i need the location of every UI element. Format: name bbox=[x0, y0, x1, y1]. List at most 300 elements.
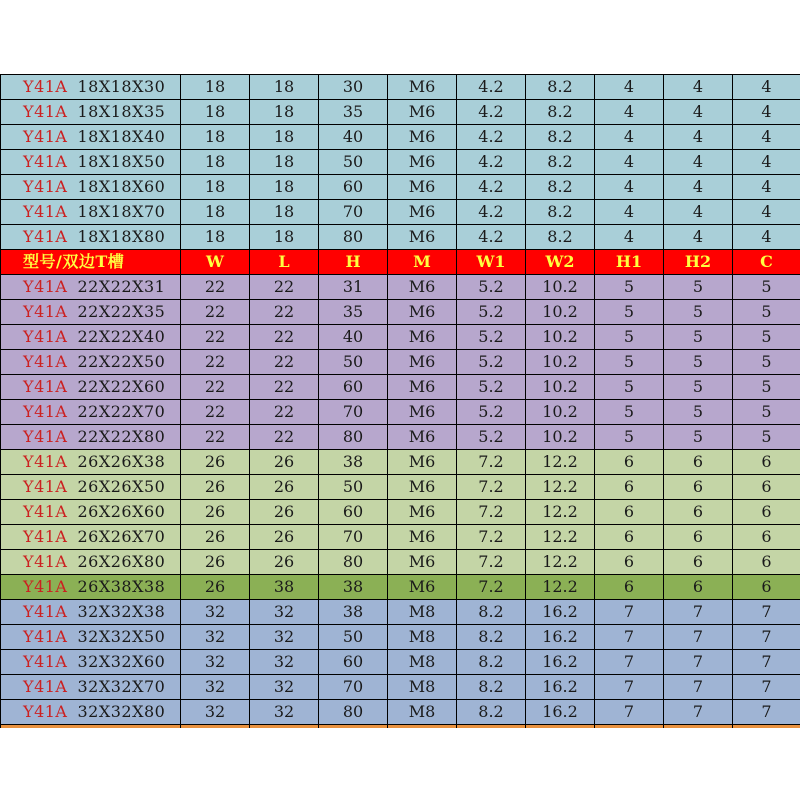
cell-c[interactable]: 7 bbox=[733, 675, 800, 700]
cell-h[interactable]: 70 bbox=[319, 675, 388, 700]
cell-h1[interactable]: 6 bbox=[595, 525, 664, 550]
cell-m[interactable]: M6 bbox=[388, 400, 457, 425]
cell-l[interactable]: 32 bbox=[250, 625, 319, 650]
cell-l[interactable]: 26 bbox=[250, 550, 319, 575]
cell-w[interactable]: 22 bbox=[181, 325, 250, 350]
cell-w[interactable]: 26 bbox=[181, 550, 250, 575]
cell-h2[interactable]: 6 bbox=[664, 450, 733, 475]
cell-l[interactable]: 18 bbox=[250, 200, 319, 225]
cell-w1[interactable]: 7.2 bbox=[457, 575, 526, 600]
cell-h[interactable]: 35 bbox=[319, 300, 388, 325]
cell-l[interactable]: 32 bbox=[250, 700, 319, 725]
cell-l[interactable]: 26 bbox=[250, 500, 319, 525]
cell-h2[interactable]: 6 bbox=[664, 525, 733, 550]
cell-h[interactable]: 80 bbox=[319, 700, 388, 725]
cell-l[interactable]: 22 bbox=[250, 350, 319, 375]
cell-h[interactable]: 80 bbox=[319, 425, 388, 450]
cell-l[interactable]: 26 bbox=[250, 475, 319, 500]
cell-c[interactable]: 5 bbox=[733, 400, 800, 425]
cell-w[interactable]: 26 bbox=[181, 475, 250, 500]
cell-c[interactable]: 7 bbox=[733, 600, 800, 625]
cell-w[interactable]: 32 bbox=[181, 650, 250, 675]
cell-w2[interactable]: 12.2 bbox=[526, 575, 595, 600]
cell-w1[interactable]: 8.2 bbox=[457, 650, 526, 675]
model-cell[interactable] bbox=[1, 175, 181, 200]
model-cell[interactable] bbox=[1, 450, 181, 475]
cell-c[interactable]: 5 bbox=[733, 350, 800, 375]
cell-m[interactable]: M8 bbox=[388, 700, 457, 725]
cell-w1[interactable]: 5.2 bbox=[457, 325, 526, 350]
model-code: Y41A bbox=[23, 602, 68, 621]
cell-l[interactable]: 26 bbox=[250, 525, 319, 550]
table-row bbox=[1, 500, 800, 525]
cell-m[interactable]: M8 bbox=[388, 650, 457, 675]
model-cell[interactable] bbox=[1, 325, 181, 350]
model-code: Y41A bbox=[23, 577, 68, 596]
cell-w[interactable]: 18 bbox=[181, 200, 250, 225]
header-model-label[interactable]: 型号/双边T槽 bbox=[1, 250, 181, 275]
cell-h1[interactable]: 6 bbox=[595, 500, 664, 525]
cell-w1[interactable]: 4.2 bbox=[457, 150, 526, 175]
cell-h1[interactable]: 4 bbox=[595, 125, 664, 150]
model-code: Y41A bbox=[23, 102, 68, 121]
cell-h2[interactable]: 5 bbox=[664, 275, 733, 300]
cell-h1[interactable]: 4 bbox=[595, 175, 664, 200]
cell-l[interactable]: 32 bbox=[250, 675, 319, 700]
cell-h2[interactable]: 5 bbox=[664, 425, 733, 450]
cell-h[interactable]: 60 bbox=[319, 650, 388, 675]
model-size: 26X26X50 bbox=[77, 477, 166, 496]
cell-c[interactable]: 6 bbox=[733, 575, 800, 600]
cell-w[interactable]: 22 bbox=[181, 300, 250, 325]
model-cell[interactable] bbox=[1, 400, 181, 425]
cell-h2[interactable]: 6 bbox=[664, 475, 733, 500]
cell-h2[interactable]: 6 bbox=[664, 575, 733, 600]
table-row bbox=[1, 375, 800, 400]
cell-h[interactable]: 30 bbox=[319, 75, 388, 100]
cell-w[interactable]: 26 bbox=[181, 500, 250, 525]
cell-h[interactable]: 50 bbox=[319, 475, 388, 500]
table-row bbox=[1, 625, 800, 650]
model-cell[interactable] bbox=[1, 525, 181, 550]
model-code: Y41A bbox=[23, 702, 68, 721]
cell-w[interactable]: 18 bbox=[181, 100, 250, 125]
cell-h1[interactable]: 7 bbox=[595, 700, 664, 725]
model-cell[interactable] bbox=[1, 125, 181, 150]
cell-w2[interactable]: 10.2 bbox=[526, 375, 595, 400]
cell-m[interactable]: M8 bbox=[388, 600, 457, 625]
cell-w1[interactable]: 4.2 bbox=[457, 175, 526, 200]
model-cell[interactable] bbox=[1, 225, 181, 250]
cell-c[interactable]: 4 bbox=[733, 125, 800, 150]
cell-c[interactable]: 5 bbox=[733, 300, 800, 325]
cell-w[interactable]: 26 bbox=[181, 575, 250, 600]
cell-w1[interactable]: 4.2 bbox=[457, 225, 526, 250]
cell-w1[interactable]: 7.2 bbox=[457, 525, 526, 550]
cell-h1[interactable]: 5 bbox=[595, 400, 664, 425]
cell-w1[interactable]: 7.2 bbox=[457, 475, 526, 500]
cell-w1[interactable]: 4.2 bbox=[457, 200, 526, 225]
cell-w[interactable]: 18 bbox=[181, 125, 250, 150]
table-row bbox=[1, 325, 800, 350]
table-row bbox=[1, 425, 800, 450]
cell-c[interactable]: 4 bbox=[733, 225, 800, 250]
model-size: 32X32X80 bbox=[77, 702, 166, 721]
cell-m[interactable]: M6 bbox=[388, 150, 457, 175]
model-code: Y41A bbox=[23, 402, 68, 421]
cell-h2[interactable]: 7 bbox=[664, 650, 733, 675]
cell-w[interactable]: 22 bbox=[181, 350, 250, 375]
table-row bbox=[1, 525, 800, 550]
cell-w2[interactable]: 12.2 bbox=[526, 450, 595, 475]
cell-m[interactable]: M6 bbox=[388, 475, 457, 500]
cell-h[interactable]: 50 bbox=[319, 625, 388, 650]
cell-h[interactable]: 50 bbox=[319, 350, 388, 375]
cell-m[interactable]: M6 bbox=[388, 200, 457, 225]
cell-w[interactable]: 32 bbox=[181, 600, 250, 625]
model-cell[interactable] bbox=[1, 550, 181, 575]
cell-h[interactable]: 70 bbox=[319, 525, 388, 550]
table-row bbox=[1, 125, 800, 150]
cell-h2[interactable]: 6 bbox=[664, 550, 733, 575]
model-cell[interactable] bbox=[1, 75, 181, 100]
cell-w1[interactable]: 5.2 bbox=[457, 375, 526, 400]
cell-h1[interactable]: 7 bbox=[595, 650, 664, 675]
cell-h1[interactable]: 5 bbox=[595, 325, 664, 350]
cell-w2[interactable]: 8.2 bbox=[526, 100, 595, 125]
cell-w1[interactable]: 4.2 bbox=[457, 125, 526, 150]
model-size: 18X18X30 bbox=[77, 77, 166, 96]
cell-w1[interactable]: 5.2 bbox=[457, 400, 526, 425]
cell-l[interactable]: 22 bbox=[250, 300, 319, 325]
model-code: Y41A bbox=[23, 502, 68, 521]
cell-h2[interactable]: 4 bbox=[664, 75, 733, 100]
cell-l[interactable]: 22 bbox=[250, 325, 319, 350]
cell-w2[interactable]: 8.2 bbox=[526, 150, 595, 175]
column-header-w1[interactable]: W1 bbox=[457, 250, 526, 275]
cell-h2[interactable]: 4 bbox=[664, 125, 733, 150]
cell-h[interactable]: 35 bbox=[319, 100, 388, 125]
cell-l[interactable]: 22 bbox=[250, 400, 319, 425]
cell-h2[interactable]: 5 bbox=[664, 300, 733, 325]
cell-l[interactable]: 18 bbox=[250, 175, 319, 200]
cell-m[interactable]: M6 bbox=[388, 525, 457, 550]
model-code: Y41A bbox=[23, 152, 68, 171]
cell-m[interactable]: M6 bbox=[388, 100, 457, 125]
cell-h1[interactable]: 7 bbox=[595, 600, 664, 625]
cell-w2[interactable]: 16.2 bbox=[526, 625, 595, 650]
cell-h1[interactable]: 4 bbox=[595, 75, 664, 100]
cell-w[interactable]: 22 bbox=[181, 275, 250, 300]
cell-h[interactable]: 60 bbox=[319, 500, 388, 525]
column-header-m[interactable]: M bbox=[388, 250, 457, 275]
table-row bbox=[1, 200, 800, 225]
cell-w2[interactable]: 16.2 bbox=[526, 675, 595, 700]
cell-w2[interactable]: 10.2 bbox=[526, 300, 595, 325]
cell-c[interactable]: 5 bbox=[733, 425, 800, 450]
cell-w[interactable]: 18 bbox=[181, 175, 250, 200]
cell-w[interactable]: 26 bbox=[181, 450, 250, 475]
cell-h[interactable]: 60 bbox=[319, 175, 388, 200]
cell-w2[interactable]: 10.2 bbox=[526, 400, 595, 425]
cell-w1[interactable]: 8.2 bbox=[457, 600, 526, 625]
cell-w1[interactable]: 5.2 bbox=[457, 350, 526, 375]
cell-c[interactable]: 5 bbox=[733, 325, 800, 350]
cell-l[interactable]: 18 bbox=[250, 100, 319, 125]
column-header-h1[interactable]: H1 bbox=[595, 250, 664, 275]
cell-h2[interactable]: 5 bbox=[664, 325, 733, 350]
table-row bbox=[1, 700, 800, 725]
cell-w2[interactable]: 16.2 bbox=[526, 650, 595, 675]
cell-h1[interactable]: 6 bbox=[595, 550, 664, 575]
cell-h2[interactable]: 5 bbox=[664, 350, 733, 375]
cell-l[interactable]: 18 bbox=[250, 225, 319, 250]
column-header-h[interactable]: H bbox=[319, 250, 388, 275]
cell-w[interactable]: 26 bbox=[181, 525, 250, 550]
cell-m[interactable]: M6 bbox=[388, 550, 457, 575]
cell-m[interactable]: M6 bbox=[388, 275, 457, 300]
cell-c[interactable]: 4 bbox=[733, 75, 800, 100]
cell-w2[interactable]: 12.2 bbox=[526, 525, 595, 550]
model-cell[interactable] bbox=[1, 500, 181, 525]
cell-m[interactable]: M6 bbox=[388, 300, 457, 325]
cell-h2[interactable]: 4 bbox=[664, 225, 733, 250]
cell-h2[interactable]: 5 bbox=[664, 400, 733, 425]
cell-m[interactable]: M6 bbox=[388, 500, 457, 525]
cell-h1[interactable]: 5 bbox=[595, 275, 664, 300]
cell-h[interactable]: 70 bbox=[319, 400, 388, 425]
model-cell[interactable] bbox=[1, 375, 181, 400]
cell-c[interactable]: 4 bbox=[733, 175, 800, 200]
model-size: 18X18X80 bbox=[77, 227, 166, 246]
table-row bbox=[1, 100, 800, 125]
cell-w2[interactable]: 8.2 bbox=[526, 75, 595, 100]
model-size: 18X18X35 bbox=[77, 102, 166, 121]
cell-h1[interactable]: 5 bbox=[595, 425, 664, 450]
model-size: 22X22X35 bbox=[77, 302, 166, 321]
cell-h1[interactable]: 5 bbox=[595, 375, 664, 400]
cell-c[interactable]: 7 bbox=[733, 625, 800, 650]
cell-w2[interactable]: 8.2 bbox=[526, 225, 595, 250]
cell-w1[interactable]: 5.2 bbox=[457, 275, 526, 300]
model-cell[interactable] bbox=[1, 100, 181, 125]
cell-w1[interactable]: 4.2 bbox=[457, 75, 526, 100]
cell-w[interactable]: 22 bbox=[181, 400, 250, 425]
column-header-h2[interactable]: H2 bbox=[664, 250, 733, 275]
model-cell[interactable] bbox=[1, 350, 181, 375]
model-code: Y41A bbox=[23, 452, 68, 471]
cell-w[interactable]: 22 bbox=[181, 375, 250, 400]
model-cell[interactable] bbox=[1, 675, 181, 700]
cell-m[interactable]: M6 bbox=[388, 325, 457, 350]
cell-h2[interactable]: 5 bbox=[664, 375, 733, 400]
cell-m[interactable]: M6 bbox=[388, 350, 457, 375]
cell-h1[interactable]: 4 bbox=[595, 100, 664, 125]
cell-h[interactable]: 31 bbox=[319, 275, 388, 300]
cell-h2[interactable]: 4 bbox=[664, 150, 733, 175]
cell-w[interactable]: 18 bbox=[181, 75, 250, 100]
cell-h1[interactable]: 4 bbox=[595, 150, 664, 175]
cell-h2[interactable]: 4 bbox=[664, 175, 733, 200]
cell-h1[interactable]: 5 bbox=[595, 350, 664, 375]
cell-w2[interactable]: 8.2 bbox=[526, 200, 595, 225]
cell-l[interactable]: 22 bbox=[250, 275, 319, 300]
cell-c[interactable]: 6 bbox=[733, 500, 800, 525]
model-size: 26X26X38 bbox=[77, 452, 166, 471]
cell-l[interactable]: 18 bbox=[250, 125, 319, 150]
cell-h2[interactable]: 4 bbox=[664, 200, 733, 225]
cell-h2[interactable]: 7 bbox=[664, 700, 733, 725]
model-code: Y41A bbox=[23, 277, 68, 296]
cell-h1[interactable]: 6 bbox=[595, 475, 664, 500]
cell-l[interactable]: 18 bbox=[250, 75, 319, 100]
cell-c[interactable]: 6 bbox=[733, 475, 800, 500]
cell-w2[interactable]: 10.2 bbox=[526, 325, 595, 350]
model-size: 22X22X31 bbox=[77, 277, 166, 296]
cell-w[interactable]: 32 bbox=[181, 675, 250, 700]
model-cell[interactable] bbox=[1, 425, 181, 450]
cell-l[interactable]: 22 bbox=[250, 375, 319, 400]
model-cell[interactable] bbox=[1, 650, 181, 675]
cell-c[interactable]: 6 bbox=[733, 525, 800, 550]
cell-w[interactable]: 32 bbox=[181, 700, 250, 725]
cell-w2[interactable]: 8.2 bbox=[526, 125, 595, 150]
cell-h1[interactable]: 6 bbox=[595, 450, 664, 475]
cell-l[interactable]: 18 bbox=[250, 150, 319, 175]
cell-h2[interactable]: 7 bbox=[664, 675, 733, 700]
model-code: Y41A bbox=[23, 427, 68, 446]
model-cell[interactable] bbox=[1, 575, 181, 600]
model-cell[interactable] bbox=[1, 700, 181, 725]
cell-h2[interactable]: 7 bbox=[664, 600, 733, 625]
cell-l[interactable]: 22 bbox=[250, 425, 319, 450]
cell-w2[interactable]: 16.2 bbox=[526, 600, 595, 625]
model-cell[interactable] bbox=[1, 200, 181, 225]
cell-w[interactable]: 18 bbox=[181, 150, 250, 175]
cell-w2[interactable]: 12.2 bbox=[526, 500, 595, 525]
cell-h1[interactable]: 4 bbox=[595, 225, 664, 250]
cell-h2[interactable]: 4 bbox=[664, 100, 733, 125]
cell-c[interactable]: 6 bbox=[733, 450, 800, 475]
cell-c[interactable]: 4 bbox=[733, 150, 800, 175]
model-code: Y41A bbox=[23, 302, 68, 321]
cell-w[interactable]: 22 bbox=[181, 425, 250, 450]
table-row bbox=[1, 400, 800, 425]
column-header-w[interactable]: W bbox=[181, 250, 250, 275]
cell-h[interactable]: 80 bbox=[319, 550, 388, 575]
cell-h[interactable]: 38 bbox=[319, 450, 388, 475]
cell-h[interactable]: 80 bbox=[319, 225, 388, 250]
table-row bbox=[1, 475, 800, 500]
cell-l[interactable]: 32 bbox=[250, 650, 319, 675]
model-cell[interactable] bbox=[1, 625, 181, 650]
model-code: Y41A bbox=[23, 677, 68, 696]
cell-w2[interactable]: 8.2 bbox=[526, 175, 595, 200]
cell-m[interactable]: M6 bbox=[388, 225, 457, 250]
model-code: Y41A bbox=[23, 352, 68, 371]
cell-w2[interactable]: 12.2 bbox=[526, 475, 595, 500]
cell-h[interactable]: 38 bbox=[319, 600, 388, 625]
cell-m[interactable]: M6 bbox=[388, 575, 457, 600]
column-header-w2[interactable]: W2 bbox=[526, 250, 595, 275]
cell-l[interactable]: 32 bbox=[250, 600, 319, 625]
cell-m[interactable]: M8 bbox=[388, 625, 457, 650]
cell-w2[interactable]: 10.2 bbox=[526, 275, 595, 300]
cell-h[interactable]: 40 bbox=[319, 325, 388, 350]
cell-h[interactable]: 70 bbox=[319, 200, 388, 225]
model-code: Y41A bbox=[23, 552, 68, 571]
cell-l[interactable]: 38 bbox=[250, 575, 319, 600]
cell-m[interactable]: M8 bbox=[388, 675, 457, 700]
cell-c[interactable]: 4 bbox=[733, 200, 800, 225]
model-size: 32X32X50 bbox=[77, 627, 166, 646]
cell-w1[interactable]: 5.2 bbox=[457, 300, 526, 325]
cell-w1[interactable]: 4.2 bbox=[457, 100, 526, 125]
cell-h2[interactable]: 6 bbox=[664, 500, 733, 525]
cell-m[interactable]: M6 bbox=[388, 450, 457, 475]
cell-w2[interactable]: 16.2 bbox=[526, 700, 595, 725]
column-header-c[interactable]: C bbox=[733, 250, 800, 275]
cell-h1[interactable]: 6 bbox=[595, 575, 664, 600]
cell-w1[interactable]: 7.2 bbox=[457, 550, 526, 575]
cell-h[interactable]: 38 bbox=[319, 575, 388, 600]
model-cell[interactable] bbox=[1, 475, 181, 500]
cell-m[interactable]: M6 bbox=[388, 375, 457, 400]
cell-w2[interactable]: 12.2 bbox=[526, 550, 595, 575]
cell-w1[interactable]: 7.2 bbox=[457, 450, 526, 475]
cell-m[interactable]: M6 bbox=[388, 75, 457, 100]
table-row bbox=[1, 350, 800, 375]
cell-m[interactable]: M6 bbox=[388, 125, 457, 150]
cell-w2[interactable]: 10.2 bbox=[526, 350, 595, 375]
cell-w1[interactable]: 7.2 bbox=[457, 500, 526, 525]
cell-c[interactable]: 5 bbox=[733, 275, 800, 300]
cell-h[interactable]: 50 bbox=[319, 150, 388, 175]
cell-h1[interactable]: 4 bbox=[595, 200, 664, 225]
cell-c[interactable]: 7 bbox=[733, 650, 800, 675]
cell-m[interactable]: M6 bbox=[388, 425, 457, 450]
model-code: Y41A bbox=[23, 627, 68, 646]
cell-w2[interactable]: 10.2 bbox=[526, 425, 595, 450]
model-cell[interactable] bbox=[1, 600, 181, 625]
model-size: 22X22X80 bbox=[77, 427, 166, 446]
cell-h1[interactable]: 7 bbox=[595, 625, 664, 650]
cell-h1[interactable]: 7 bbox=[595, 675, 664, 700]
cell-w[interactable]: 18 bbox=[181, 225, 250, 250]
cell-c[interactable]: 4 bbox=[733, 100, 800, 125]
model-code: Y41A bbox=[23, 477, 68, 496]
cell-h2[interactable]: 7 bbox=[664, 625, 733, 650]
model-cell[interactable] bbox=[1, 300, 181, 325]
model-cell[interactable] bbox=[1, 150, 181, 175]
column-header-l[interactable]: L bbox=[250, 250, 319, 275]
cell-l[interactable]: 26 bbox=[250, 450, 319, 475]
model-cell[interactable] bbox=[1, 275, 181, 300]
cell-w[interactable]: 32 bbox=[181, 625, 250, 650]
cell-c[interactable]: 7 bbox=[733, 700, 800, 725]
cell-m[interactable]: M6 bbox=[388, 175, 457, 200]
cell-c[interactable]: 6 bbox=[733, 550, 800, 575]
cell-w1[interactable]: 8.2 bbox=[457, 700, 526, 725]
table-row bbox=[1, 575, 800, 600]
cell-w1[interactable]: 8.2 bbox=[457, 675, 526, 700]
cell-w1[interactable]: 8.2 bbox=[457, 625, 526, 650]
cell-h1[interactable]: 5 bbox=[595, 300, 664, 325]
cell-h[interactable]: 40 bbox=[319, 125, 388, 150]
cell-c[interactable]: 5 bbox=[733, 375, 800, 400]
cell-w1[interactable]: 5.2 bbox=[457, 425, 526, 450]
cell-h[interactable]: 60 bbox=[319, 375, 388, 400]
